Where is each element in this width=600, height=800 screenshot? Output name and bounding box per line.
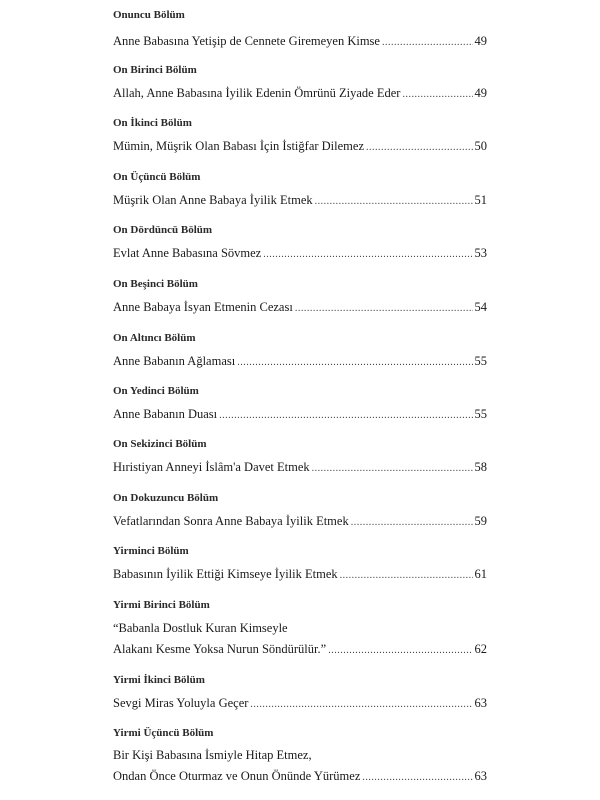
chapter-title: Onuncu Bölüm — [113, 9, 185, 21]
dot-leader — [366, 142, 473, 153]
entry-title-line-1: “Babanla Dostluk Kuran Kimseyle — [113, 621, 288, 635]
entry-title: Evlat Anne Babasına Sövmez — [113, 246, 262, 260]
toc-line — [113, 354, 487, 369]
chapter-title: On Sekizinci Bölüm — [113, 438, 207, 450]
toc-line — [113, 86, 487, 101]
dot-leader — [340, 570, 473, 581]
entry-title: Allah, Anne Babasına İyilik Edenin Ömrünü Ziyade Eder — [113, 86, 401, 100]
entry-title: Müşrik Olan Anne Babaya İyilik Etmek — [113, 193, 313, 207]
dot-leader — [250, 699, 472, 710]
chapter-title: On Altıncı Bölüm — [113, 332, 196, 344]
entry-title-line-2: Alakanı Kesme Yoksa Nurun Söndürülür.” — [113, 642, 327, 656]
toc-line — [113, 460, 487, 475]
page-number: 49 — [474, 86, 487, 100]
page-number: 51 — [474, 193, 487, 207]
page-number: 53 — [474, 246, 487, 260]
toc-line — [113, 193, 487, 208]
page-number: 55 — [474, 354, 487, 368]
dot-leader — [351, 517, 473, 528]
toc-line — [113, 514, 487, 529]
chapter-title: On Dördüncü Bölüm — [113, 224, 213, 236]
toc-line — [113, 769, 487, 784]
toc-line — [113, 567, 487, 582]
entry-title: Anne Babanın Ağlaması — [113, 354, 236, 368]
toc-line — [113, 34, 487, 49]
dot-leader — [237, 357, 472, 368]
chapter-title: On İkinci Bölüm — [113, 117, 192, 129]
entry-title: Hıristiyan Anneyi İslâm'a Davet Etmek — [113, 460, 310, 474]
toc-line — [113, 407, 487, 422]
page-number: 62 — [474, 642, 487, 656]
chapter-title: Yirmi İkinci Bölüm — [113, 674, 205, 686]
chapter-title: On Beşinci Bölüm — [113, 278, 198, 290]
page-number: 63 — [474, 696, 487, 710]
dot-leader — [295, 303, 473, 314]
chapter-title: On Dokuzuncu Bölüm — [113, 492, 219, 504]
page-number: 54 — [474, 300, 487, 314]
chapter-title: Yirmi Birinci Bölüm — [113, 599, 210, 611]
toc-line — [113, 300, 487, 315]
chapter-title: On Yedinci Bölüm — [113, 385, 199, 397]
dot-leader — [402, 89, 472, 100]
entry-title: Babasının İyilik Ettiği Kimseye İyilik Etmek — [113, 567, 338, 581]
entry-title: Anne Babaya İsyan Etmenin Cezası — [113, 300, 293, 314]
page-number: 49 — [474, 34, 487, 48]
page-number: 58 — [474, 460, 487, 474]
page-number: 63 — [474, 769, 487, 783]
dot-leader — [312, 463, 473, 474]
page-number: 59 — [474, 514, 487, 528]
page-number: 50 — [474, 139, 487, 153]
chapter-title: Yirminci Bölüm — [113, 545, 189, 557]
dot-leader — [263, 249, 472, 260]
chapter-title: On Üçüncü Bölüm — [113, 171, 201, 183]
toc-line — [113, 139, 487, 154]
dot-leader — [219, 410, 472, 421]
entry-title-line-1: Bir Kişi Babasına İsmiyle Hitap Etmez, — [113, 748, 312, 762]
toc-line — [113, 246, 487, 261]
toc-line — [113, 748, 487, 763]
page-number: 55 — [474, 407, 487, 421]
entry-title: Anne Babasına Yetişip de Cennete Giremeyen Kimse — [113, 34, 380, 48]
entry-title: Mümin, Müşrik Olan Babası İçin İstiğfar Dilemez — [113, 139, 364, 153]
toc-line — [113, 621, 487, 636]
entry-title: Vefatlarından Sonra Anne Babaya İyilik Etmek — [113, 514, 349, 528]
toc-line — [113, 696, 487, 711]
dot-leader — [382, 37, 473, 48]
dot-leader — [315, 196, 473, 207]
dot-leader — [328, 645, 472, 656]
dot-leader — [362, 772, 472, 783]
entry-title: Sevgi Miras Yoluyla Geçer — [113, 696, 249, 710]
toc-line — [113, 642, 487, 657]
entry-title: Anne Babanın Duası — [113, 407, 218, 421]
entry-title-line-2: Ondan Önce Oturmaz ve Onun Önünde Yürümez — [113, 769, 361, 783]
page-number: 61 — [474, 567, 487, 581]
chapter-title: Yirmi Üçüncü Bölüm — [113, 727, 214, 739]
chapter-title: On Birinci Bölüm — [113, 64, 197, 76]
